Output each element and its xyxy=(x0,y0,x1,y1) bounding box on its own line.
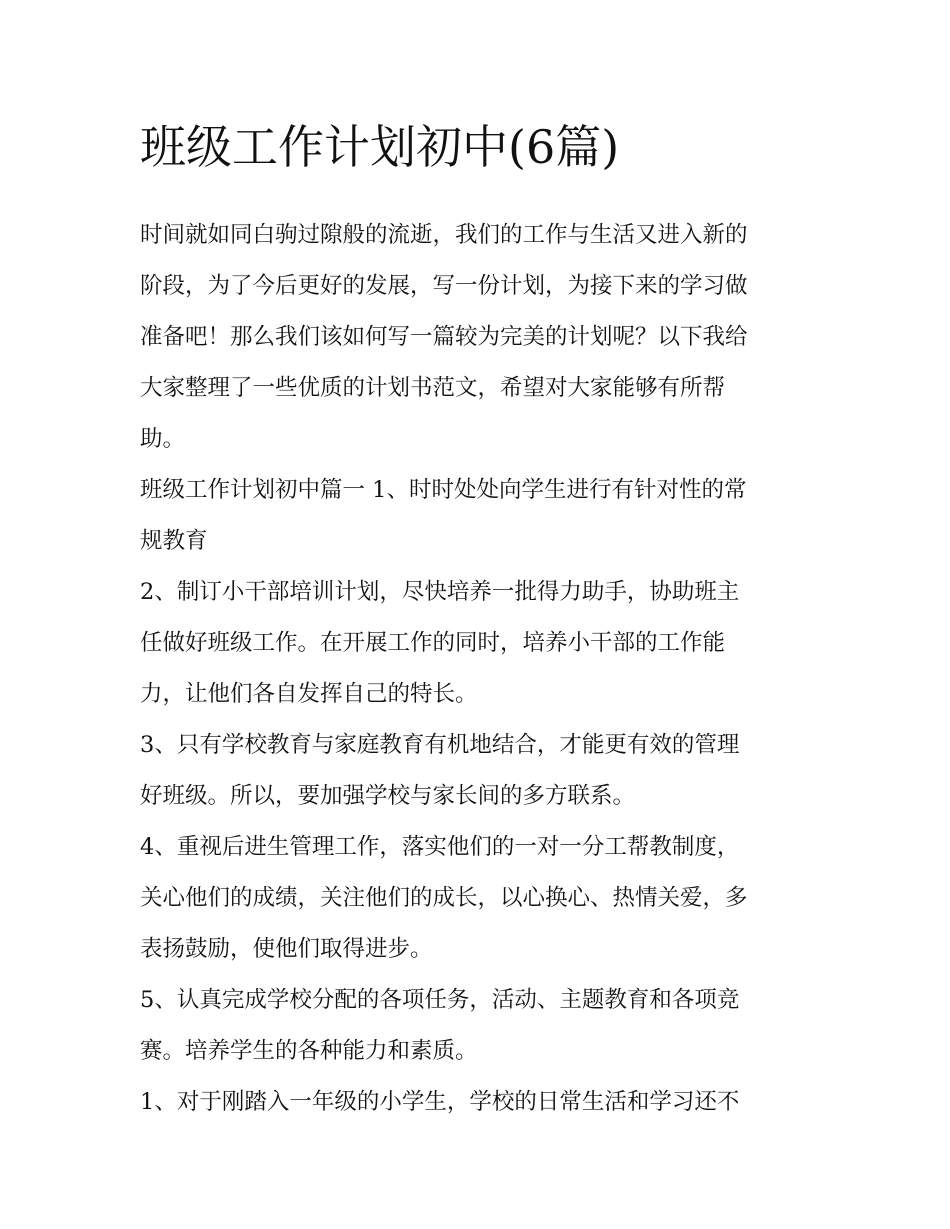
body-line: 阶段，为了今后更好的发展，写一份计划，为接下来的学习做 xyxy=(140,273,748,299)
body-line: 力，让他们各自发挥自己的特长。 xyxy=(140,681,478,707)
document-title: 班级工作计划初中(6篇) xyxy=(140,120,620,174)
body-line: 赛。培养学生的各种能力和素质。 xyxy=(140,1038,478,1064)
list-item-line: 3、只有学校教育与家庭教育有机地结合，才能更有效的管理 xyxy=(140,732,740,758)
body-line: 规教育 xyxy=(140,528,208,554)
list-item-line: 2、制订小干部培训计划，尽快培养一批得力助手，协助班主 xyxy=(140,579,740,605)
section-heading-line: 班级工作计划初中篇一 1、时时处处向学生进行有针对性的常 xyxy=(140,477,747,503)
body-line: 大家整理了一些优质的计划书范文，希望对大家能够有所帮 xyxy=(140,375,726,401)
body-line: 准备吧！那么我们该如何写一篇较为完美的计划呢？以下我给 xyxy=(140,324,748,350)
body-line: 表扬鼓励，使他们取得进步。 xyxy=(140,936,433,962)
body-line: 任做好班级工作。在开展工作的同时，培养小干部的工作能 xyxy=(140,630,726,656)
body-line: 助。 xyxy=(140,426,186,452)
document-content xyxy=(140,112,820,1128)
body-line: 好班级。所以，要加强学校与家长间的多方联系。 xyxy=(140,783,636,809)
list-item-line: 5、认真完成学校分配的各项任务，活动、主题教育和各项竞 xyxy=(140,987,740,1013)
body-line: 关心他们的成绩，关注他们的成长，以心换心、热情关爱，多 xyxy=(140,885,748,911)
list-item-line: 1、对于刚踏入一年级的小学生，学校的日常生活和学习还不 xyxy=(140,1089,740,1115)
body-line: 时间就如同白驹过隙般的流逝，我们的工作与生活又进入新的 xyxy=(140,222,748,248)
document-body xyxy=(140,210,820,1128)
list-item-line: 4、重视后进生管理工作，落实他们的一对一分工帮教制度， xyxy=(140,834,740,860)
